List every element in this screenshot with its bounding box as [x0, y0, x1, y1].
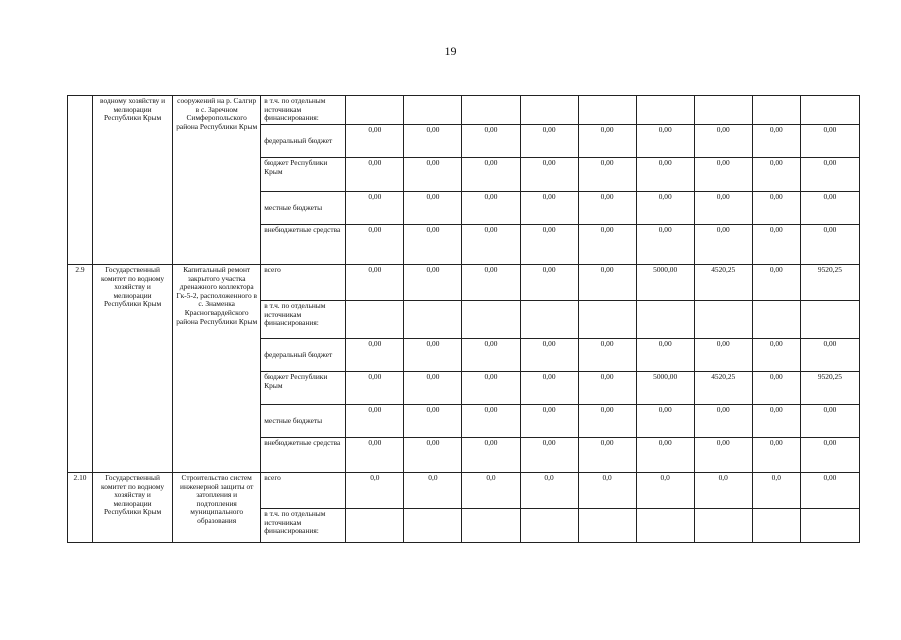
cell-value: 0,00: [520, 405, 578, 438]
cell-value: 0,00: [752, 372, 800, 405]
cell-value: 0,0: [578, 473, 636, 509]
cell-value: 0,00: [800, 192, 859, 225]
cell-value: 0,00: [462, 225, 520, 265]
cell-value: 0,00: [520, 158, 578, 192]
cell-value: 0,00: [404, 265, 462, 301]
cell-executor: водному хозяйству и мелиорации Республики Крым: [93, 96, 173, 265]
cell-value: [404, 96, 462, 125]
cell-value: 0,00: [694, 225, 752, 265]
cell-value: [800, 509, 859, 543]
cell-value: 0,00: [752, 438, 800, 473]
cell-value: 0,00: [800, 225, 859, 265]
cell-value: 0,00: [752, 125, 800, 158]
cell-value: 0,00: [636, 225, 694, 265]
cell-value: 0,0: [346, 473, 404, 509]
cell-value: 0,00: [462, 192, 520, 225]
cell-value: [752, 301, 800, 339]
cell-value: [694, 509, 752, 543]
cell-value: 0,00: [462, 438, 520, 473]
cell-value: 0,00: [752, 265, 800, 301]
cell-value: 0,00: [636, 192, 694, 225]
table-row: [68, 473, 860, 509]
cell-value: 0,00: [752, 192, 800, 225]
cell-value: 0,00: [462, 158, 520, 192]
cell-value: 0,0: [636, 473, 694, 509]
cell-value: [462, 96, 520, 125]
cell-value: [752, 96, 800, 125]
cell-value: 9520,25: [800, 372, 859, 405]
cell-value: 0,00: [578, 339, 636, 372]
cell-value: 0,00: [404, 125, 462, 158]
cell-value: 0,00: [346, 405, 404, 438]
cell-value: 0,00: [346, 225, 404, 265]
cell-value: 0,00: [752, 405, 800, 438]
cell-value: 0,00: [694, 405, 752, 438]
cell-source: местные бюджеты: [261, 405, 346, 438]
cell-value: 4520,25: [694, 265, 752, 301]
cell-value: 0,00: [520, 192, 578, 225]
cell-value: [578, 301, 636, 339]
cell-measure: Капитальный ремонт закрытого участка дренажного коллектора Гк-5-2, расположенного в с. Знаменка Красногвардейского района Республики Крым: [173, 265, 261, 473]
cell-value: 0,00: [520, 225, 578, 265]
financing-table: [67, 95, 860, 543]
cell-value: [346, 96, 404, 125]
cell-value: [404, 509, 462, 543]
cell-value: 0,00: [346, 125, 404, 158]
cell-value: [520, 301, 578, 339]
table-row: [68, 96, 860, 125]
cell-value: 0,00: [520, 339, 578, 372]
cell-value: [694, 96, 752, 125]
cell-value: [578, 509, 636, 543]
cell-value: [636, 301, 694, 339]
cell-value: 0,00: [346, 372, 404, 405]
cell-value: 0,00: [694, 125, 752, 158]
cell-value: 0,00: [346, 158, 404, 192]
cell-value: 0,00: [694, 158, 752, 192]
cell-value: 0,00: [800, 339, 859, 372]
cell-source: федеральный бюджет: [261, 339, 346, 372]
cell-value: 0,0: [404, 473, 462, 509]
cell-value: 0,00: [578, 438, 636, 473]
cell-no: [68, 96, 93, 265]
cell-executor: Государственный комитет по водному хозяйству и мелиорации Республики Крым: [93, 265, 173, 473]
cell-source: федеральный бюджет: [261, 125, 346, 158]
cell-value: 0,00: [346, 192, 404, 225]
cell-value: 0,00: [346, 339, 404, 372]
cell-value: 0,00: [346, 265, 404, 301]
cell-measure: Строительство систем инженерной защиты от затопления и подтопления муниципального образования: [173, 473, 261, 543]
cell-value: 0,0: [752, 473, 800, 509]
cell-value: [752, 509, 800, 543]
cell-value: 0,00: [578, 405, 636, 438]
cell-value: 4520,25: [694, 372, 752, 405]
cell-source: в т.ч. по отдельным источникам финансирования:: [261, 96, 346, 125]
page-number: 19: [444, 44, 457, 58]
cell-value: [800, 96, 859, 125]
cell-measure: сооружений на р. Салгир в с. Заречном Симферопольского района Республики Крым: [173, 96, 261, 265]
cell-source: бюджет Республики Крым: [261, 158, 346, 192]
cell-value: 0,00: [520, 125, 578, 158]
cell-value: 0,00: [462, 339, 520, 372]
cell-no: 2.9: [68, 265, 93, 473]
cell-value: 0,00: [520, 372, 578, 405]
cell-value: 0,00: [800, 405, 859, 438]
cell-value: 9520,25: [800, 265, 859, 301]
cell-value: 0,00: [636, 125, 694, 158]
cell-value: 0,00: [636, 438, 694, 473]
cell-value: 0,00: [346, 438, 404, 473]
cell-no: 2.10: [68, 473, 93, 543]
cell-value: 0,00: [404, 372, 462, 405]
cell-value: [578, 96, 636, 125]
cell-value: 0,00: [578, 158, 636, 192]
cell-value: 0,00: [462, 265, 520, 301]
cell-value: [404, 301, 462, 339]
cell-value: 0,00: [578, 125, 636, 158]
cell-value: 0,00: [800, 438, 859, 473]
cell-value: 0,00: [404, 225, 462, 265]
cell-value: 0,00: [520, 438, 578, 473]
cell-source: внебюджетные средства: [261, 438, 346, 473]
cell-value: [694, 301, 752, 339]
cell-value: 0,00: [752, 158, 800, 192]
cell-value: 0,00: [404, 405, 462, 438]
cell-source: в т.ч. по отдельным источникам финансирования:: [261, 509, 346, 543]
cell-source: всего: [261, 265, 346, 301]
cell-executor: Государственный комитет по водному хозяйству и мелиорации Республики Крым: [93, 473, 173, 543]
cell-value: 0,0: [694, 473, 752, 509]
cell-value: 0,00: [694, 339, 752, 372]
cell-value: 0,0: [462, 473, 520, 509]
cell-value: 0,00: [636, 339, 694, 372]
cell-value: 0,00: [520, 265, 578, 301]
cell-value: 0,00: [462, 372, 520, 405]
cell-value: 0,00: [800, 473, 859, 509]
cell-value: 5000,00: [636, 372, 694, 405]
cell-value: 5000,00: [636, 265, 694, 301]
cell-value: [462, 301, 520, 339]
cell-value: [462, 509, 520, 543]
cell-value: 0,00: [462, 125, 520, 158]
cell-value: 0,0: [520, 473, 578, 509]
table-body: [68, 96, 860, 543]
cell-value: [346, 509, 404, 543]
cell-value: [636, 509, 694, 543]
cell-value: 0,00: [636, 158, 694, 192]
cell-source: бюджет Республики Крым: [261, 372, 346, 405]
cell-value: 0,00: [752, 339, 800, 372]
cell-value: 0,00: [578, 225, 636, 265]
table-row: [68, 265, 860, 301]
cell-value: 0,00: [578, 192, 636, 225]
cell-value: 0,00: [404, 339, 462, 372]
cell-value: [800, 301, 859, 339]
cell-source: местные бюджеты: [261, 192, 346, 225]
cell-value: 0,00: [694, 192, 752, 225]
cell-value: [520, 509, 578, 543]
cell-value: [636, 96, 694, 125]
cell-value: 0,00: [404, 158, 462, 192]
cell-value: 0,00: [800, 158, 859, 192]
cell-value: 0,00: [404, 438, 462, 473]
cell-source: всего: [261, 473, 346, 509]
cell-value: 0,00: [578, 372, 636, 405]
cell-value: 0,00: [752, 225, 800, 265]
cell-value: 0,00: [462, 405, 520, 438]
cell-value: 0,00: [578, 265, 636, 301]
cell-value: 0,00: [800, 125, 859, 158]
cell-value: [520, 96, 578, 125]
cell-value: 0,00: [404, 192, 462, 225]
cell-value: [346, 301, 404, 339]
cell-value: 0,00: [636, 405, 694, 438]
cell-value: 0,00: [694, 438, 752, 473]
cell-source: внебюджетные средства: [261, 225, 346, 265]
cell-source: в т.ч. по отдельным источникам финансирования:: [261, 301, 346, 339]
